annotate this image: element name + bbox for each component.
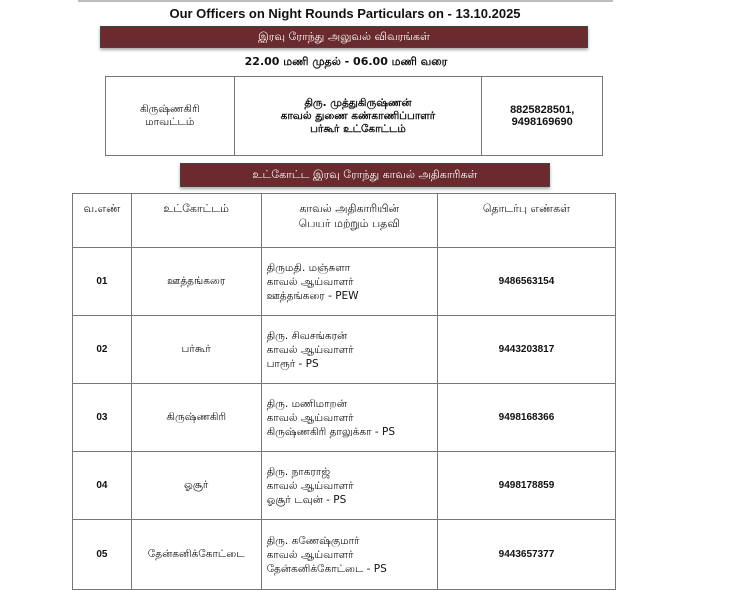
district-officer-cell bbox=[234, 77, 482, 156]
row-sn: 02 bbox=[73, 316, 132, 384]
row-subdivision: கிருஷ்ணகிரி bbox=[131, 384, 261, 452]
night-rounds-banner: இரவு ரோந்து அலுவல் விவரங்கள் bbox=[100, 26, 588, 48]
district-name: கிருஷ்ணகிரி bbox=[139, 103, 200, 115]
row-subdivision: தேன்கனிக்கோட்டை bbox=[131, 520, 261, 590]
district-officer-rank: காவல் துணை கண்காணிப்பாளர் bbox=[280, 109, 436, 122]
officer-name: திரு. நாகராஜ் bbox=[266, 465, 331, 478]
row-officer bbox=[261, 452, 437, 520]
officer-name: திருமதி. மஞ்சுளா bbox=[266, 261, 351, 274]
officer-name: திரு. மணிமாறன் bbox=[266, 397, 347, 410]
officer-station: தேன்கனிக்கோட்டை - PS bbox=[266, 562, 387, 575]
officer-rank: காவல் ஆய்வாளர் bbox=[266, 275, 354, 288]
header-officer-line1: காவல் அதிகாரியின் bbox=[299, 202, 400, 215]
header-officer bbox=[261, 194, 437, 248]
officer-station: கிருஷ்ணகிரி தாலுக்கா - PS bbox=[266, 425, 396, 438]
row-sn: 03 bbox=[73, 384, 132, 452]
row-subdivision: ஊத்தங்கரை bbox=[131, 248, 261, 316]
officer-station: ஓசூர் டவுன் - PS bbox=[266, 493, 347, 506]
row-officer bbox=[261, 384, 437, 452]
subdivision-officers-banner: உட்கோட்ட இரவு ரோந்து காவல் அதிகாரிகள் bbox=[180, 163, 550, 187]
row-officer bbox=[261, 316, 437, 384]
row-sn: 01 bbox=[73, 248, 132, 316]
header-officer-line2: பெயர் மற்றும் பதவி bbox=[298, 217, 400, 230]
table-header-row bbox=[73, 194, 616, 248]
officers-table bbox=[72, 193, 616, 590]
table-row bbox=[73, 316, 616, 384]
officer-station: பாரூர் - PS bbox=[266, 357, 319, 370]
district-phone-1: 8825828501, bbox=[510, 104, 575, 116]
header-contact: தொடர்பு எண்கள் bbox=[437, 194, 615, 248]
district-table bbox=[105, 76, 603, 156]
table-row bbox=[73, 384, 616, 452]
header-sn: வ.எண் bbox=[73, 194, 132, 248]
district-label: மாவட்டம் bbox=[145, 116, 195, 128]
row-phone: 9486563154 bbox=[437, 248, 615, 316]
row-officer bbox=[261, 520, 437, 590]
district-officer-subdivision: பர்கூர் உட்கோட்டம் bbox=[310, 122, 406, 135]
top-divider bbox=[78, 0, 613, 2]
table-row bbox=[73, 452, 616, 520]
officer-rank: காவல் ஆய்வாளர் bbox=[266, 343, 354, 356]
row-sn: 04 bbox=[73, 452, 132, 520]
district-name-cell bbox=[106, 77, 235, 156]
row-subdivision: பர்கூர் bbox=[131, 316, 261, 384]
row-officer bbox=[261, 248, 437, 316]
district-phone-2: 9498169690 bbox=[511, 116, 573, 128]
officer-name: திரு. சிவசங்கரன் bbox=[266, 329, 348, 342]
row-phone: 9443657377 bbox=[437, 520, 615, 590]
district-row bbox=[106, 77, 603, 156]
header-subdivision: உட்கோட்டம் bbox=[131, 194, 261, 248]
page-title: Our Officers on Night Rounds Particulars on - 13.10.2025 bbox=[169, 6, 521, 21]
table-row bbox=[73, 520, 616, 590]
officer-station: ஊத்தங்கரை - PEW bbox=[266, 289, 359, 302]
table-row bbox=[73, 248, 616, 316]
officer-rank: காவல் ஆய்வாளர் bbox=[266, 548, 354, 561]
officer-rank: காவல் ஆய்வாளர் bbox=[266, 479, 354, 492]
row-phone: 9498168366 bbox=[437, 384, 615, 452]
officer-rank: காவல் ஆய்வாளர் bbox=[266, 411, 354, 424]
row-phone: 9498178859 bbox=[437, 452, 615, 520]
timing-text: 22.00 மணி முதல் - 06.00 மணி வரை bbox=[244, 55, 448, 68]
district-officer-name: திரு. முத்துகிருஷ்ணன் bbox=[304, 96, 412, 109]
row-subdivision: ஓசூர் bbox=[131, 452, 261, 520]
row-phone: 9443203817 bbox=[437, 316, 615, 384]
officer-name: திரு. கணேஷ்குமார் bbox=[266, 534, 360, 547]
district-phone-cell bbox=[482, 77, 603, 156]
row-sn: 05 bbox=[73, 520, 132, 590]
